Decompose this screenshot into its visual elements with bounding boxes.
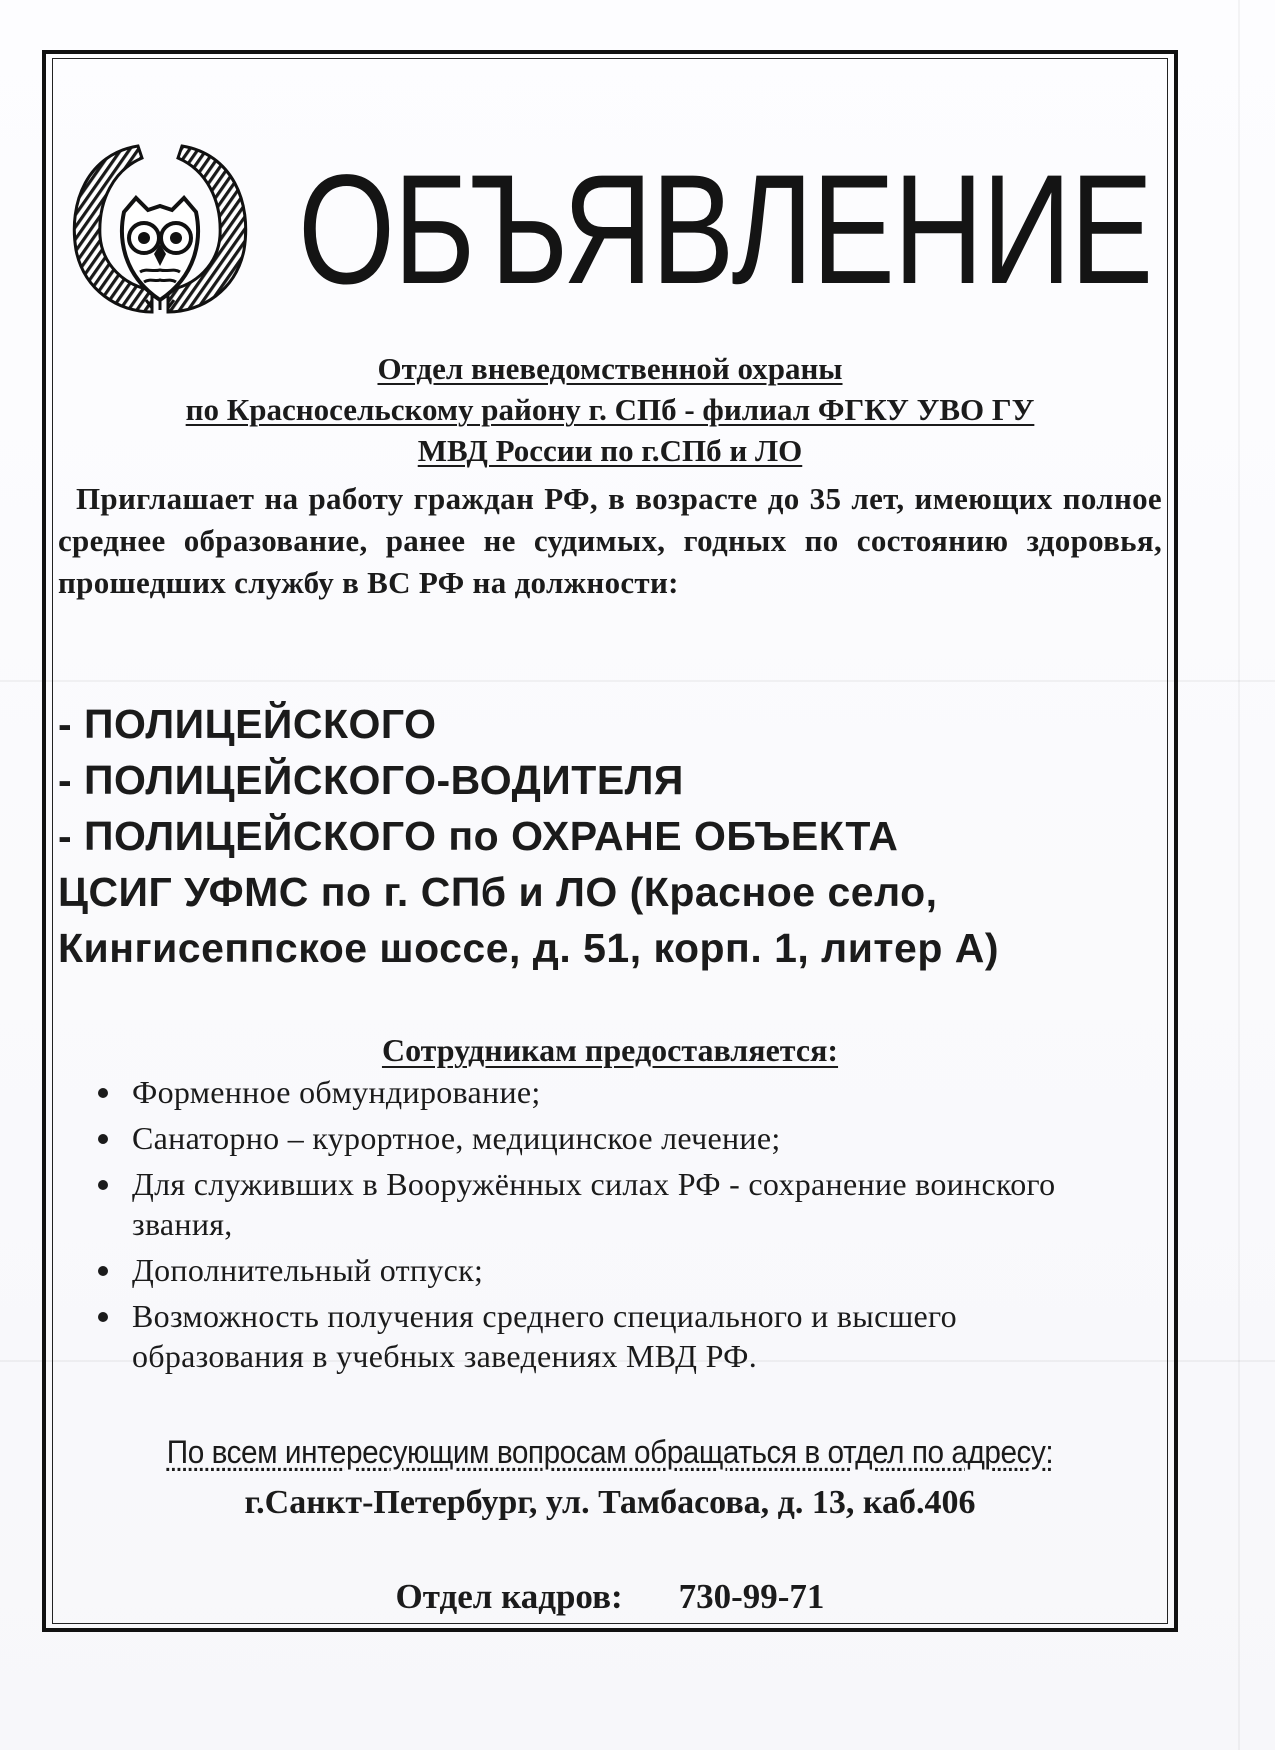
hr-phone: 730-99-71 [678,1577,825,1616]
benefit-item: Санаторно – курортное, медицинское лечение; [96,1118,1096,1158]
invitation-text: Приглашает на работу граждан РФ, в возрасте до 35 лет, имеющих полное среднее образование, ранее не судимых, годных по состоянию здоровья, прошедших службу в ВС РФ на должности: [58,481,1162,600]
position-item: Кингисеппское шоссе, д. 51, корп. 1, литер А) [58,925,1000,971]
contact-note [99,1432,1122,1472]
benefit-item: Для служивших в Вооружённых силах РФ - сохранение воинского звания, [96,1164,1096,1244]
organization-heading [60,348,1160,471]
organization-line: по Красносельскому району г. СПб - филиал ФГКУ УВО ГУ [185,392,1035,427]
fold-line [1238,0,1240,1750]
benefit-item: Возможность получения среднего специального и высшего образования в учебных заведениях МВД РФ. [96,1296,1096,1376]
position-item: - ПОЛИЦЕЙСКОГО по ОХРАНЕ ОБЪЕКТА [58,813,899,859]
position-item: - ПОЛИЦЕЙСКОГО-ВОДИТЕЛЯ [58,757,684,803]
benefits-heading-text: Сотрудникам предоставляется: [381,1032,839,1068]
owl-emblem-icon [66,140,254,315]
organization-line: Отдел вневедомственной охраны [377,351,843,386]
benefits-heading [60,1030,1160,1070]
benefit-item: Дополнительный отпуск; [96,1250,1096,1290]
positions-list [58,696,1168,976]
benefits-list [96,1072,1096,1382]
organization-line: МВД России по г.СПб и ЛО [417,433,803,468]
position-item: ЦСИГ УФМС по г. СПб и ЛО (Красное село, [58,869,938,915]
page-title: ОБЪЯВЛЕНИЕ [298,143,1152,317]
position-item: - ПОЛИЦЕЙСКОГО [58,701,437,747]
hr-contact [60,1576,1160,1618]
benefit-item: Форменное обмундирование; [96,1072,1096,1112]
contact-address: г.Санкт-Петербург, ул. Тамбасова, д. 13, каб.406 [244,1484,976,1521]
hr-label: Отдел кадров: [395,1577,623,1616]
contact-note-text: По всем интересующим вопросам обращаться в отдел по адресу: [166,1434,1054,1470]
